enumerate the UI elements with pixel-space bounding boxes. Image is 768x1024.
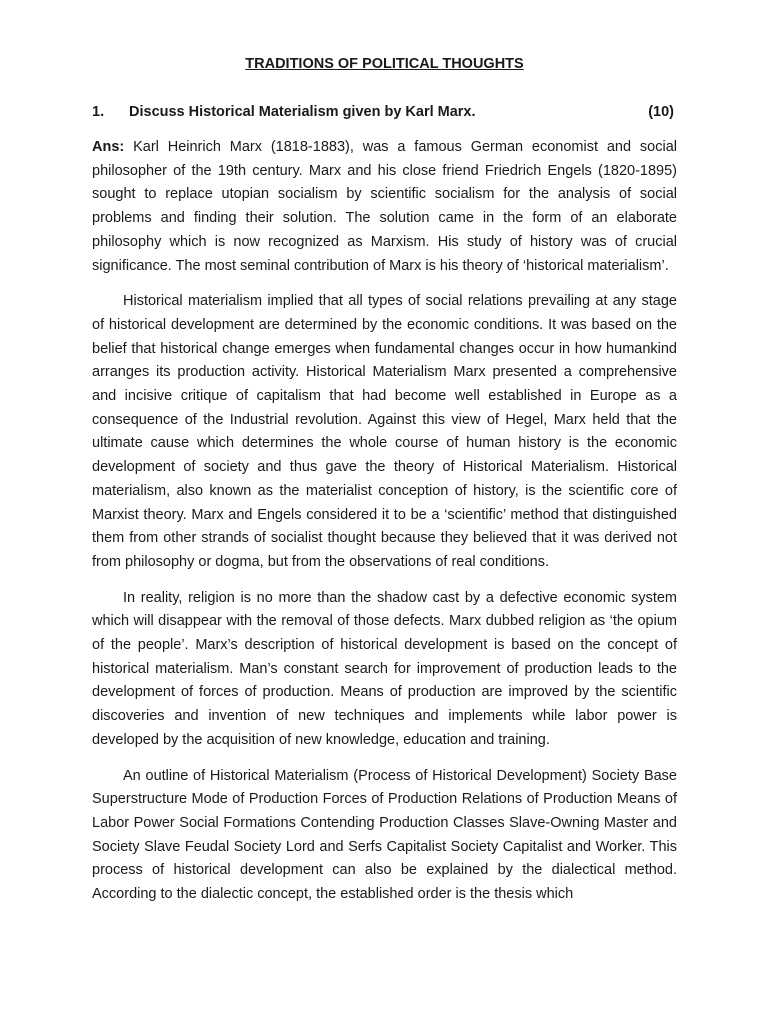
question-text: Discuss Historical Materialism given by Karl Marx. [129, 104, 476, 120]
question-number: 1. [92, 104, 105, 120]
body-paragraph: Historical materialism implied that all types of social relations prevailing at any stage of historical development are determined by the economic conditions. It was based on the belief that historical change emerges when fundamental changes occur in how humankind arranges its production activity. Historical Materialism Marx presented a comprehensive and incisive critique of capitalism that had become well established in Europe as a consequence of the Industrial revolution. Against this view of Hegel, Marx held that the ultimate cause which determines the whole course of human history is the economic development of society and thus gave the theory of Historical Materialism. Historical materialism, also known as the materialist conception of history, is the scientific core of Marxist theory. Marx and Engels considered it to be a ‘scientific’ method that distinguished them from other strands of socialist thought because they believed that it was derived not from philosophy or dogma, but from the observations of real conditions. [92, 293, 677, 570]
answer-paragraph [92, 136, 677, 278]
body-paragraph: In reality, religion is no more than the shadow cast by a defective economic system which will disappear with the removal of those defects. Marx dubbed religion as ‘the opium of the people’. Marx’s description of historical development is based on the concept of historical materialism. Man’s constant search for improvement of production leads to the development of forces of production. Means of production are improved by the scientific discoveries and invention of new techniques and implements while labor power is developed by the acquisition of new knowledge, education and training. [92, 589, 677, 748]
page-title: TRADITIONS OF POLITICAL THOUGHTS [245, 56, 524, 72]
document-page [92, 56, 677, 919]
answer-label: Ans: [92, 139, 125, 155]
body-paragraph: An outline of Historical Materialism (Process of Historical Development) Society Base Superstructure Mode of Production Forces of Production Relations of Production Means of Labor Power Social Formations Contending Production Classes Slave-Owning Master and Society Slave Feudal Society Lord and Serfs Capitalist Society Capitalist and Worker. This process of historical development can also be explained by the dialectical method. According to the dialectic concept, the established order is the thesis which [92, 767, 677, 903]
answer-text: Karl Heinrich Marx (1818-1883), was a famous German economist and social philosopher of the 19th century. Marx and his close friend Friedrich Engels (1820-1895) sought to replace utopian socialism by scientific socialism for the analysis of social problems and finding their solution. The solution came in the form of an elaborate philosophy which is now recognized as Marxism. His study of history was of crucial significance. The most seminal contribution of Marx is his theory of ‘historical materialism’. [92, 139, 677, 274]
question-marks: (10) [648, 104, 674, 120]
question-heading [92, 104, 677, 120]
